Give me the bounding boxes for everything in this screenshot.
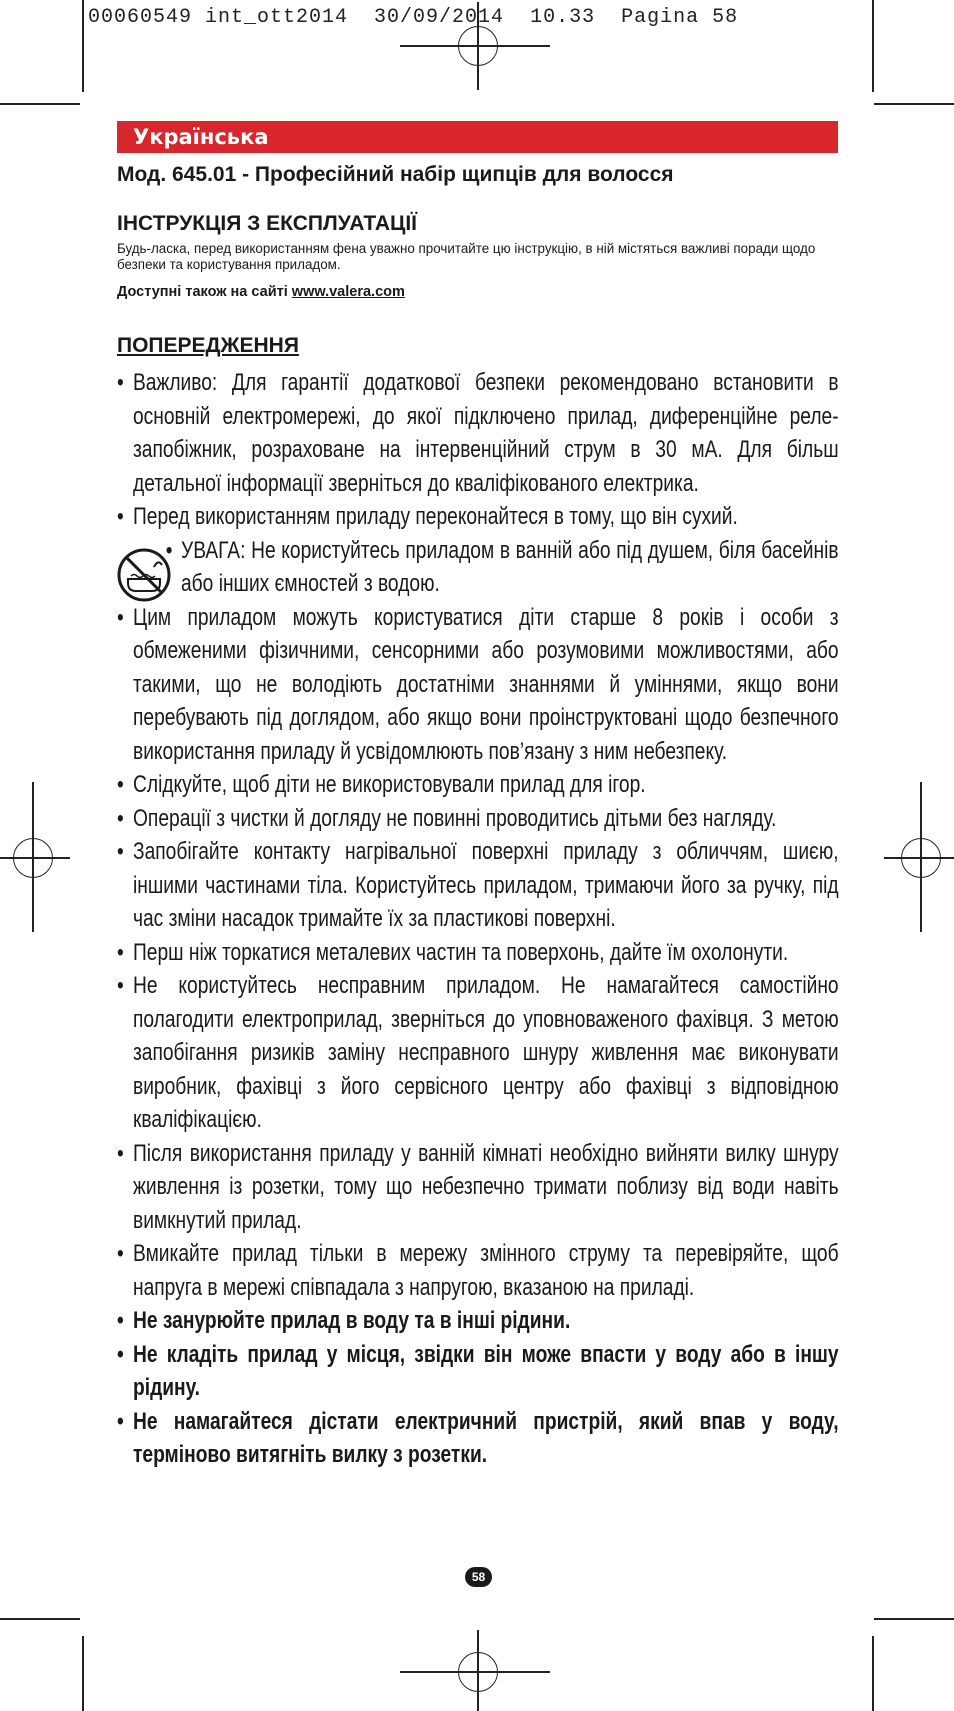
language-label: Українська bbox=[133, 125, 269, 149]
list-item: • Операції з чистки й догляду не повинні проводитись дітьми без нагляду. bbox=[117, 802, 839, 836]
bullet: • bbox=[117, 1139, 124, 1167]
website-link[interactable]: www.valera.com bbox=[291, 284, 405, 300]
bullet: • bbox=[117, 804, 124, 832]
bullet: • bbox=[117, 972, 124, 999]
bullet: • bbox=[117, 369, 124, 396]
crop-mark bbox=[82, 1636, 84, 1711]
bullet: • bbox=[117, 1407, 124, 1435]
list-item: • Не намагайтеся дістати електричний пристрій, який впав у воду, терміново витягніть вилку з розетки. bbox=[117, 1405, 839, 1472]
intro-text: Будь-ласка, перед використанням фена уважно прочитайте цю інструкцію, в ній містяться важливі поради щодо безпеки та користування приладом. bbox=[117, 241, 816, 272]
list-item: • Вмикайте прилад тільки в мережу змінного струму та перевіряйте, щоб напруга в мережі співпадала з напругою, вказаною на приладі. bbox=[117, 1237, 839, 1304]
bullet: • bbox=[117, 1307, 124, 1334]
crop-mark bbox=[0, 1618, 80, 1620]
bullet: • bbox=[117, 771, 124, 798]
warnings-list bbox=[117, 366, 839, 1472]
list-item: • Перед використанням приладу переконайтеся в тому, що він сухий. bbox=[117, 500, 839, 534]
list-item: • Слідкуйте, щоб діти не використовували прилад для ігор. bbox=[117, 768, 839, 802]
crop-mark bbox=[874, 103, 954, 105]
bullet: • bbox=[117, 603, 124, 631]
list-item: • Запобігайте контакту нагрівальної поверхні приладу з обличчям, шиєю, іншими частинами тіла. Користуйтесь приладом, тримаючи його за ручку, під час зміни насадок тримайте їх за пластикові поверхні. bbox=[117, 835, 839, 936]
crop-mark bbox=[874, 1618, 954, 1620]
model-title: Мод. 645.01 - Професійний набір щипців для волосся bbox=[117, 163, 674, 186]
print-slug: 00060549 int_ott2014 30/09/2014 10.33 Pagina 58 bbox=[88, 6, 739, 29]
list-item: • Цим приладом можуть користуватися діти старше 8 років і особи з обмеженими фізичними, сенсорними або розумовими можливостями, або такими, що не володіють достатніми знаннями й уміннями, якщо вони перебувають під доглядом, або якщо вони проінструктовані щодо безпечного використання приладу й усвідомлюють пов’язану з ним небезпеку. bbox=[117, 601, 839, 769]
bullet: • bbox=[117, 1240, 124, 1267]
bullet: • bbox=[117, 938, 124, 966]
bullet: • bbox=[165, 536, 173, 564]
crop-mark bbox=[0, 103, 80, 105]
crop-mark bbox=[872, 1636, 874, 1711]
list-item: • Не користуйтесь несправним приладом. Не намагайтеся самостійно полагодити електроприлад, зверніться до уповноваженого фахівця. З метою запобігання ризиків заміну несправного шнуру живлення має виконувати виробник, фахівці з його сервісного центру або фахівці з відповідною кваліфікацією. bbox=[117, 969, 839, 1137]
list-item: • Після використання приладу у ванній кімнаті необхідно вийняти вилку шнуру живлення із розетки, тому що небезпечно тримати поблизу від води навіть вимкнутий прилад. bbox=[117, 1137, 839, 1238]
website-prefix: Доступні також на сайті bbox=[117, 284, 292, 300]
language-banner bbox=[117, 121, 838, 153]
list-item: • Не кладіть прилад у місця, звідки він може впасти у воду або в іншу рідину. bbox=[117, 1338, 839, 1405]
bullet: • bbox=[117, 838, 124, 865]
page-number: 58 bbox=[465, 1567, 492, 1587]
crop-mark bbox=[872, 0, 874, 92]
list-item: • Важливо: Для гарантії додаткової безпеки рекомендовано встановити в основній електромережі, до якої підключено прилад, диференційне реле-запобіжник, розраховане на інтервенційний струм в 30 мА. Для більш детальної інформації зверніться до кваліфікованого електрика. bbox=[117, 366, 839, 500]
website-line bbox=[117, 284, 405, 300]
list-item: • УВАГА: Не користуйтесь приладом в ванній або під душем, біля басейнів або інших ємностей з водою. bbox=[117, 534, 839, 601]
warnings-heading: ПОПЕРЕДЖЕННЯ bbox=[117, 334, 299, 357]
list-item: • Не занурюйте прилад в воду та в інші рідини. bbox=[117, 1304, 839, 1338]
crop-mark bbox=[82, 0, 84, 92]
bullet: • bbox=[117, 503, 124, 530]
bullet: • bbox=[117, 1340, 124, 1368]
instructions-heading: ІНСТРУКЦІЯ З ЕКСПЛУАТАЦІЇ bbox=[117, 212, 417, 235]
list-item: • Перш ніж торкатися металевих частин та поверхонь, дайте їм охолонути. bbox=[117, 936, 839, 970]
